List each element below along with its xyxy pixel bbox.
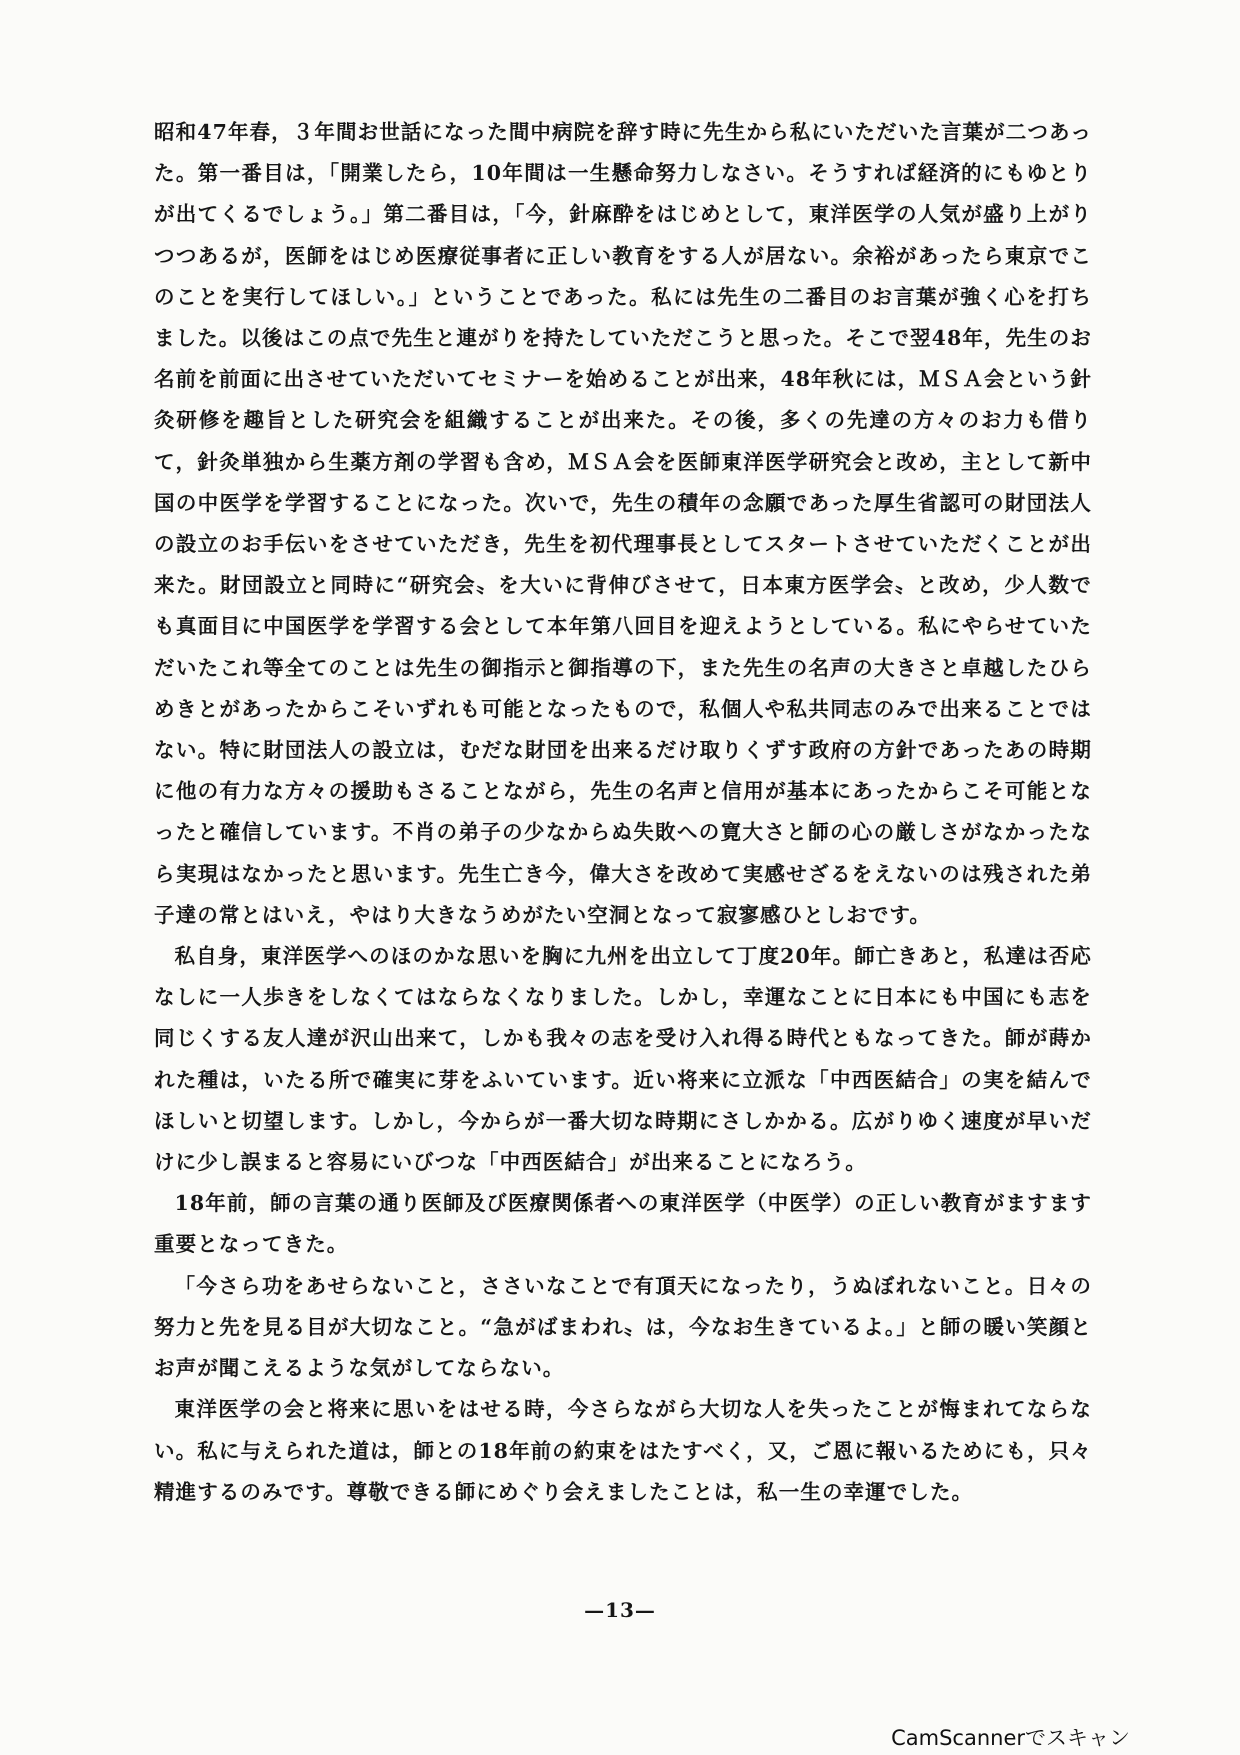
scanner-watermark: CamScannerでスキャン [891, 1726, 1130, 1750]
page-number: —13— [584, 1598, 656, 1622]
body-text [154, 112, 1092, 1513]
paragraph-1: 昭和47年春，３年間お世話になった間中病院を辞す時に先生から私にいただいた言葉が二つあった。第一番目は，「開業したら，10年間は一生懸命努力しなさい。そうすれば経済的にもゆとりが出てくるでしょう。」第二番目は，「今，針麻酔をはじめとして，東洋医学の人気が盛り上がりつつあるが，医師をはじめ医療従事者に正しい教育をする人が居ない。余裕があったら東京でこのことを実行してほしい。」ということであった。私には先生の二番目のお言葉が強く心を打ちました。以後はこの点で先生と連がりを持たしていただこうと思った。そこで翌48年，先生のお名前を前面に出させていただいてセミナーを始めることが出来，48年秋には，ＭＳＡ会という針灸研修を趣旨とした研究会を組織することが出来た。その後，多くの先達の方々のお力も借りて，針灸単独から生薬方剤の学習も含め，ＭＳＡ会を医師東洋医学研究会と改め，主として新中国の中医学を学習することになった。次いで，先生の積年の念願であった厚生省認可の財団法人の設立のお手伝いをさせていただき，先生を初代理事長としてスタートさせていただくことが出来た。財団設立と同時に“研究会〟を大いに背伸びさせて，日本東方医学会〟と改め，少人数でも真面目に中国医学を学習する会として本年第八回目を迎えようとしている。私にやらせていただいたこれ等全てのことは先生の御指示と御指導の下，また先生の名声の大きさと卓越したひらめきとがあったからこそいずれも可能となったもので，私個人や私共同志のみで出来ることではない。特に財団法人の設立は，むだな財団を出来るだけ取りくずす政府の方針であったあの時期に他の有力な方々の援助もさることながら，先生の名声と信用が基本にあったからこそ可能となったと確信しています。不肖の弟子の少なからぬ失敗への寛大さと師の心の厳しさがなかったなら実現はなかったと思います。先生亡き今，偉大さを改めて実感せざるをえないのは残された弟子達の常とはいえ，やはり大きなうめがたい空洞となって寂寥感ひとしおです。 [154, 120, 1092, 927]
paragraph-4: 「今さら功をあせらないこと，ささいなことで有頂天になったり，うぬぼれないこと。日々の努力と先を見る目が大切なこと。“急がばまわれ〟は，今なお生きているよ。」と師の暖い笑顔とお声が聞こえるような気がしてならない。 [154, 1273, 1092, 1381]
paragraph-5: 東洋医学の会と将来に思いをはせる時，今さらながら大切な人を失ったことが悔まれてならない。私に与えられた道は，師との18年前の約束をはたすべく，又，ご恩に報いるためにも，只々精進するのみです。尊敬できる師にめぐり会えましたことは，私一生の幸運でした。 [154, 1397, 1092, 1504]
paragraph-3: 18年前，師の言葉の通り医師及び医療関係者への東洋医学（中医学）の正しい教育がますます重要となってきた。 [154, 1191, 1092, 1257]
paragraph-2: 私自身，東洋医学へのほのかな思いを胸に九州を出立して丁度20年。師亡きあと，私達は否応なしに一人歩きをしなくてはならなくなりました。しかし，幸運なことに日本にも中国にも志を同じくする友人達が沢山出来て，しかも我々の志を受け入れ得る時代ともなってきた。師が蒔かれた種は，いたる所で確実に芽をふいています。近い将来に立派な「中西医結合」の実を結んでほしいと切望します。しかし，今からが一番大切な時期にさしかかる。広がりゆく速度が早いだけに少し誤まると容易にいびつな「中西医結合」が出来ることになろう。 [154, 944, 1092, 1175]
